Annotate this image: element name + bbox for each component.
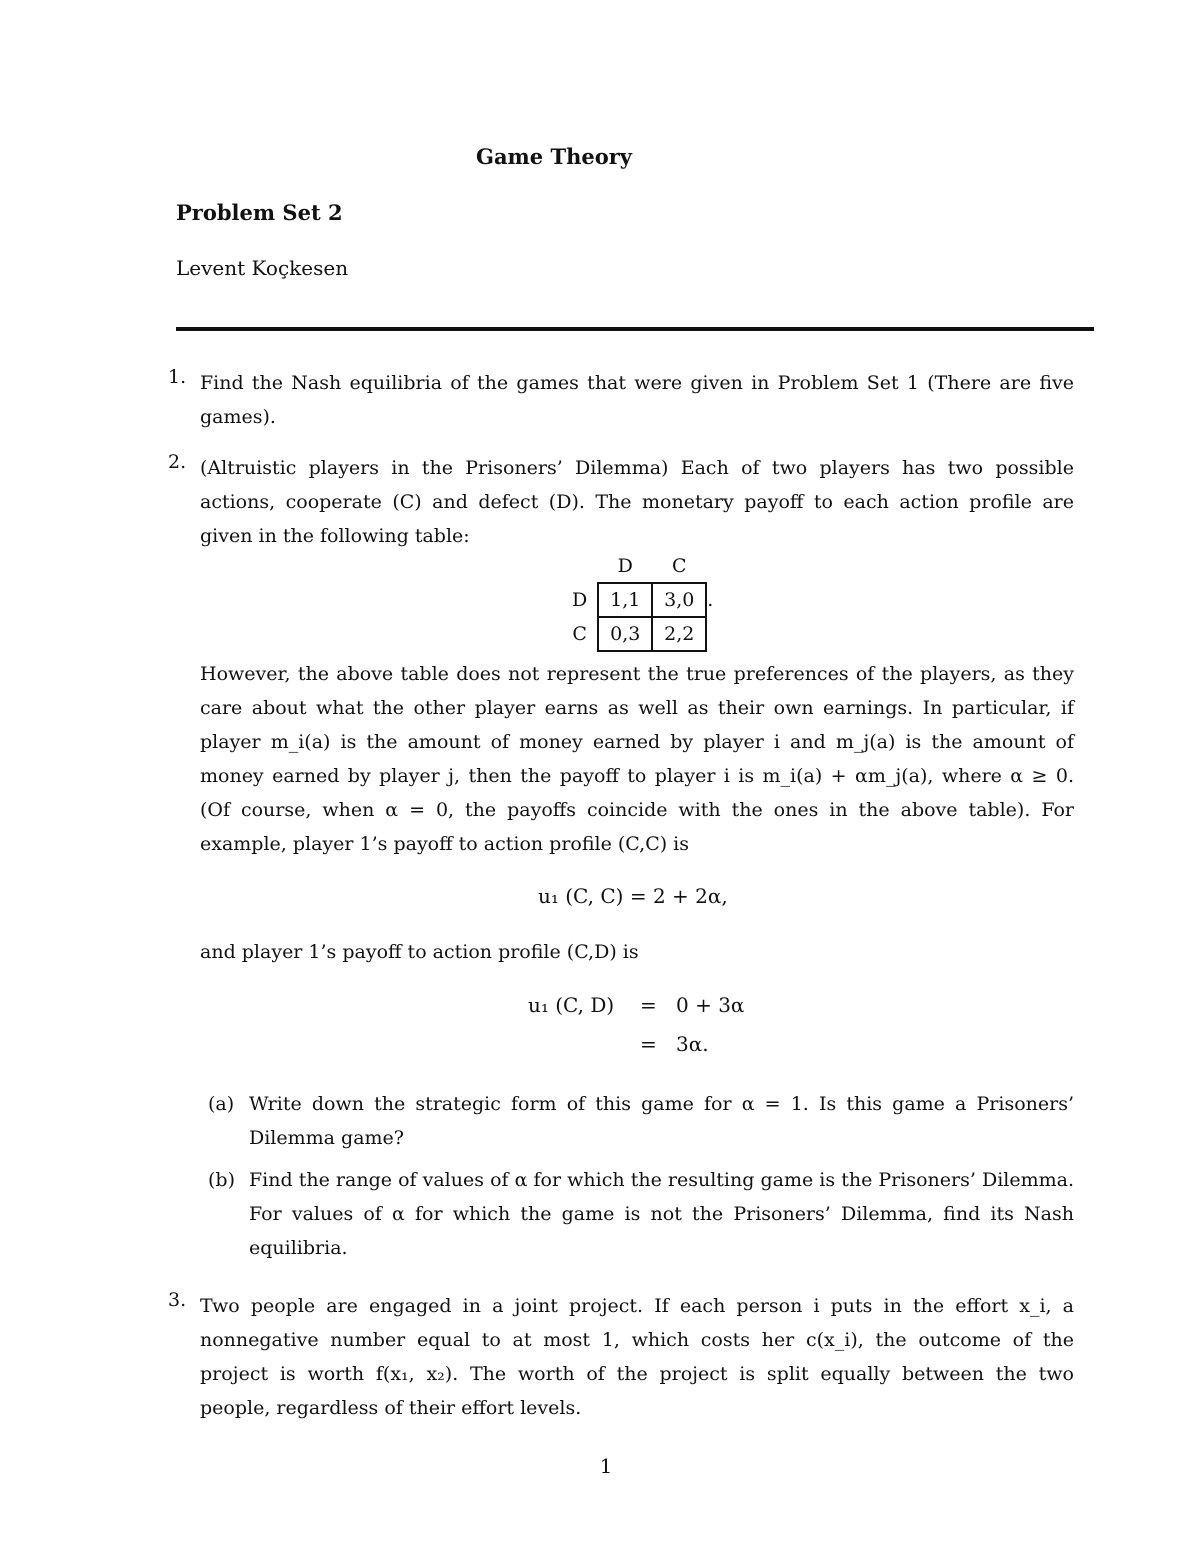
part-b-label: (b) [208,1169,235,1191]
problem-2-body-line: example, player 1’s payoff to action profile (C,C) is [200,833,690,855]
col-header: D [617,555,633,577]
part-b-line: Find the range of values of α for which the resulting game is the Prisoners’ Dilemma. [249,1169,1074,1191]
corner-cell [562,550,598,583]
problem-3-line: project is worth f(x₁, x₂). The worth of the project is split equally between the two [200,1363,1074,1385]
problem-2-body-line: player m_i(a) is the amount of money earned by player i and m_j(a) is the amount of [200,731,1074,753]
problem-2-intro [200,451,1074,553]
problem-3-line: nonnegative number equal to at most 1, which costs her c(x_i), the outcome of the [200,1329,1074,1351]
problem-2-intro-line: actions, cooperate (C) and defect (D). The monetary payoff to each action profile are [200,491,1074,513]
problem-3-number: 3. [168,1289,187,1311]
col-header: C [671,555,687,577]
problem-2-body-line: (Of course, when α = 0, the payoffs coincide with the ones in the above table). For [200,799,1074,821]
document-title: Game Theory [476,144,632,169]
equation-uCC: u₁ (C, C) = 2 + 2α, [538,884,728,908]
problem-2-number: 2. [168,451,187,473]
problem-2-between-line: and player 1’s payoff to action profile (C,D) is [200,941,639,963]
problem-2-between [200,935,1074,969]
part-a-label: (a) [208,1093,235,1115]
payoff-matrix [562,550,727,652]
part-b-line: For values of α for which the game is not the Prisoners’ Dilemma, find its Nash [249,1203,1074,1225]
problem-1-text [200,366,1074,434]
part-a-line: Write down the strategic form of this game for α = 1. Is this game a Prisoners’ [249,1093,1074,1115]
row-header: C [572,623,587,645]
problem-3-text [200,1289,1074,1425]
part-b-line: equilibria. [249,1237,348,1259]
part-b-text [249,1163,1074,1265]
row-header: D [572,589,588,611]
payoff-cell: 0,3 [598,617,652,651]
problem-3-line: people, regardless of their effort levels. [200,1397,582,1419]
problem-1-line: Find the Nash equilibria of the games that were given in Problem Set 1 (There are five [200,372,1074,394]
problem-3-line: Two people are engaged in a joint project. If each person i puts in the effort x_i, a [200,1295,1074,1317]
problem-2-body [200,657,1074,861]
page-number: 1 [599,1454,613,1478]
payoff-cell: 1,1 [598,583,652,617]
problem-2-body-line: However, the above table does not represent the true preferences of the players, as they [200,663,1074,685]
equation-uCD-result: 3α. [676,1032,709,1056]
table-period: . [707,589,714,611]
payoff-cell: 3,0 [652,583,706,617]
problem-set-label: Problem Set 2 [176,200,343,225]
author-name: Levent Koçkesen [176,256,349,280]
equation-equals: = [640,1032,657,1056]
payoff-table [562,550,727,652]
part-a-line: Dilemma game? [249,1127,404,1149]
problem-1-number: 1. [168,366,187,388]
problem-2-body-line: money earned by player j, then the payoff to player i is m_i(a) + αm_j(a), where α ≥ 0. [200,765,1074,787]
equation-uCD-lhs: u₁ (C, D) [528,993,615,1017]
equation-uCD-rhs: 0 + 3α [676,993,745,1017]
problem-2-body-line: care about what the other player earns as well as their own earnings. In particular, if [200,697,1074,719]
payoff-cell: 2,2 [652,617,706,651]
problem-2-intro-line: (Altruistic players in the Prisoners’ Dilemma) Each of two players has two possible [200,457,1074,479]
problem-1-line: games). [200,406,276,428]
part-a-text [249,1087,1074,1155]
header-divider [176,327,1094,331]
equation-equals: = [640,993,657,1017]
problem-2-intro-line: given in the following table: [200,525,470,547]
